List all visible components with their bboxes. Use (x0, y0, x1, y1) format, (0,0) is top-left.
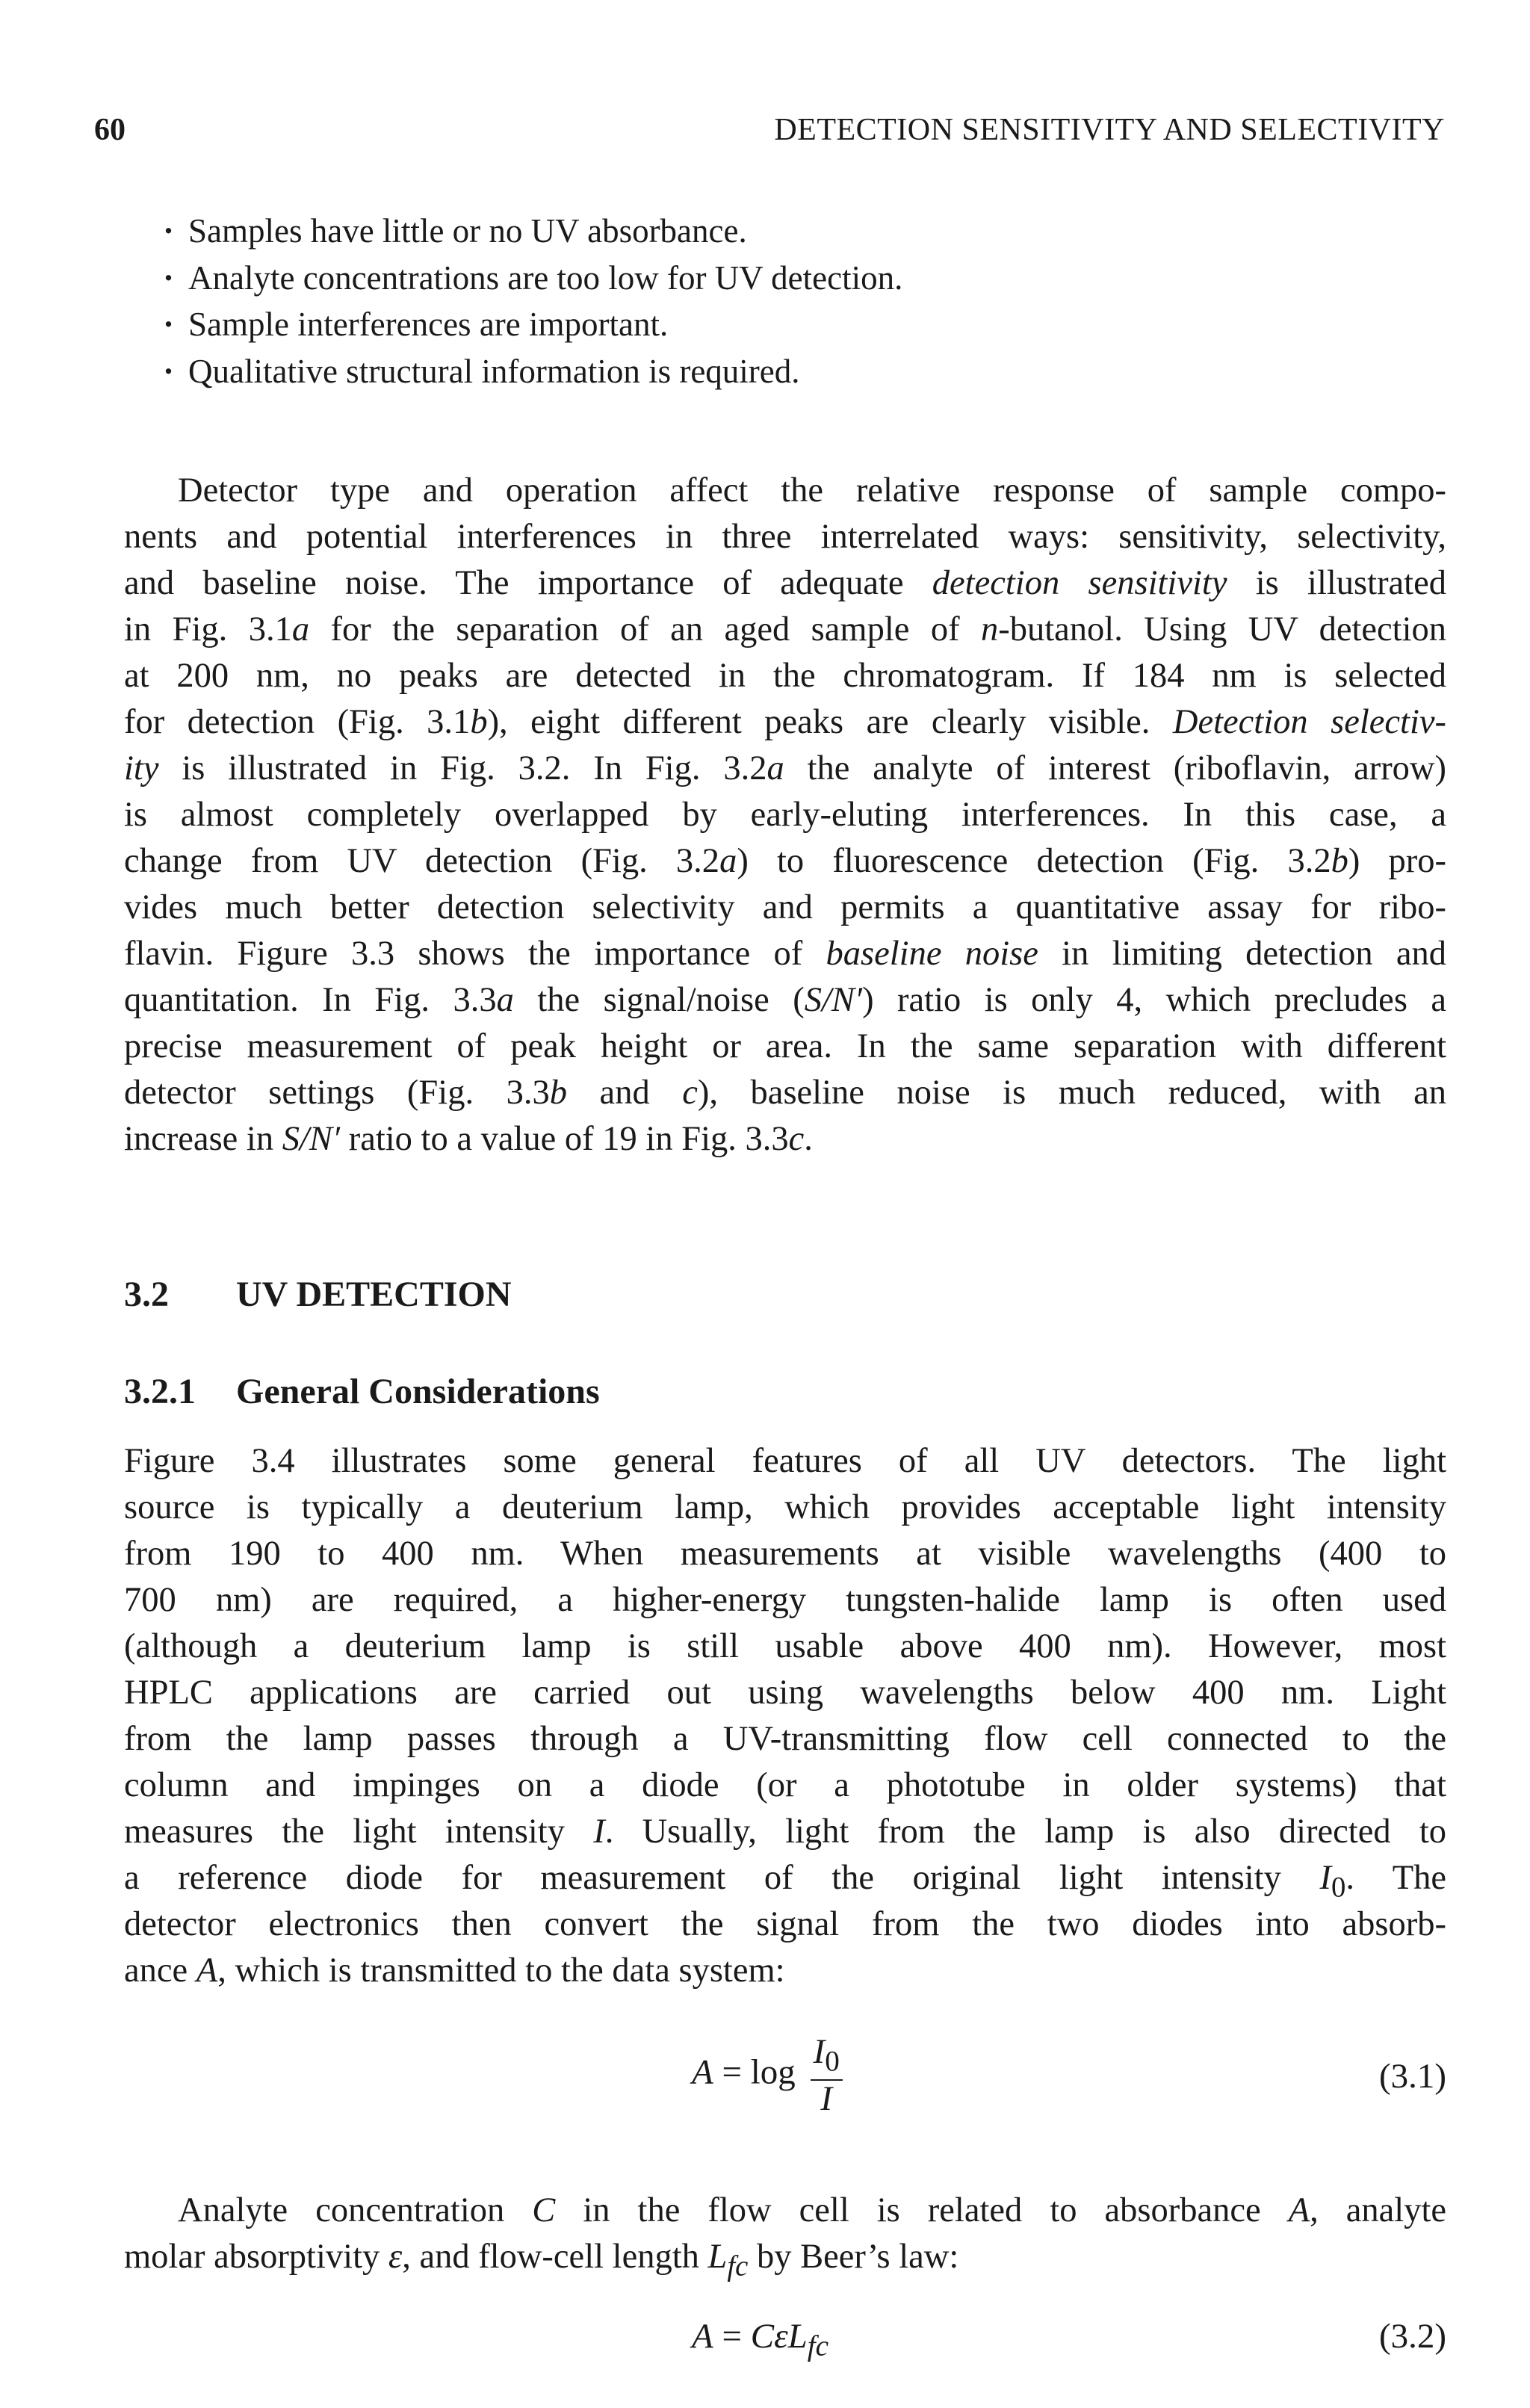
subsection-title: General Considerations (236, 1372, 600, 1411)
subsection-heading (124, 1371, 600, 1412)
text-line: molar absorptivity ε, and flow-cell length $L_{fc}$ by Beer’s law: (124, 2238, 959, 2282)
text-line: Analyte concentration C in the flow cell is related to absorbance A, analyte (178, 2191, 1446, 2229)
text-line: vides much better detection selectivity and permits a quantitative assay for ribo- (124, 888, 1446, 926)
text-line: column and impinges on a diode (or a phototube in older systems) that (124, 1766, 1446, 1804)
text-line: detector settings (Fig. 3.3b and c), baseline noise is much reduced, with an (124, 1074, 1446, 1112)
text-line: Detector type and operation affect the relative response of sample compo- (178, 471, 1446, 510)
fraction: $\frac{I_0}{I}$ (811, 2034, 843, 2117)
bullet-list (163, 208, 1433, 394)
paragraph-detector-sensitivity (124, 468, 1446, 1163)
text-line: Figure 3.4 illustrates some general features of all UV detectors. The light (124, 1442, 1446, 1480)
text-line: is almost completely overlapped by early-eluting interferences. In this case, a (124, 796, 1446, 834)
text-line: from 190 to 400 nm. When measurements at visible wavelengths (400 to (124, 1535, 1446, 1573)
text-line: HPLC applications are carried out using wavelengths below 400 nm. Light (124, 1674, 1446, 1712)
text-line: in Fig. 3.1a for the separation of an aged sample of n-butanol. Using UV detection (124, 610, 1446, 649)
bullet-marker: · (163, 352, 175, 390)
section-heading (124, 1274, 512, 1315)
page-number: 60 (94, 113, 126, 147)
text-line: a reference diode for measurement of the original light intensity $I_0$. The (124, 1859, 1446, 1901)
list-item: · Sample interferences are important. (163, 301, 1433, 348)
text-line: from the lamp passes through a UV-transmitting flow cell connected to the (124, 1720, 1446, 1758)
equation-number: (3.1) (1378, 2057, 1446, 2096)
text-line: precise measurement of peak height or area. In the same separation with different (124, 1027, 1446, 1065)
section-title: UV DETECTION (236, 1275, 512, 1314)
text-line: increase in S/N′ ratio to a value of 19 in Fig. 3.3c. (124, 1120, 813, 1158)
text-line: at 200 nm, no peaks are detected in the chromatogram. If 184 nm is selected (124, 657, 1446, 695)
paragraph-beers-law-intro (124, 2188, 1446, 2280)
text-line: source is typically a deuterium lamp, which provides acceptable light intensity (124, 1488, 1446, 1526)
text-line: ance A, which is transmitted to the data system: (124, 1952, 785, 1990)
list-item: · Samples have little or no UV absorbance. (163, 208, 1433, 255)
bullet-marker: · (163, 306, 175, 343)
text-line: change from UV detection (Fig. 3.2a) to fluorescence detection (Fig. 3.2b) pro- (124, 842, 1446, 880)
text-line: flavin. Figure 3.3 shows the importance of baseline noise in limiting detection and (124, 935, 1446, 973)
equation-number: (3.2) (1378, 2317, 1446, 2356)
text-line: detector electronics then convert the signal from the two diodes into absorb- (124, 1905, 1446, 1943)
bullet-marker: · (163, 212, 175, 250)
text-line: 700 nm) are required, a higher-energy tungsten-halide lamp is often used (124, 1581, 1446, 1619)
page-header (94, 112, 1445, 157)
text-line: and baseline noise. The importance of adequate detection sensitivity is illustrated (124, 564, 1446, 602)
equation-expression: A = CεL$_{fc}$ (692, 2317, 829, 2362)
paragraph-general-considerations (124, 1438, 1446, 1994)
text-line: (although a deuterium lamp is still usable above 400 nm). However, most (124, 1627, 1446, 1665)
text-line: nents and potential interferences in three interrelated ways: sensitivity, selectivity, (124, 518, 1446, 556)
list-item: · Analyte concentrations are too low for UV detection. (163, 255, 1433, 302)
equation-expression: A = log $\frac{I_0}{I}$ (692, 2034, 843, 2117)
bullet-marker: · (163, 259, 175, 297)
list-item: · Qualitative structural information is required. (163, 348, 1433, 395)
equation-3-1 (124, 2034, 1446, 2123)
equation-3-2 (124, 2316, 1446, 2406)
subsection-number: 3.2.1 (124, 1372, 196, 1411)
text-line: measures the light intensity I. Usually, light from the lamp is also directed to (124, 1813, 1446, 1851)
text-line: for detection (Fig. 3.1b), eight different peaks are clearly visible. Detection selectiv- (124, 703, 1446, 741)
text-line: quantitation. In Fig. 3.3a the signal/noise (S/N′) ratio is only 4, which precludes a (124, 981, 1446, 1019)
text-line: ity is illustrated in Fig. 3.2. In Fig. 3.2a the analyte of interest (riboflavin, arrow) (124, 749, 1446, 787)
running-title: DETECTION SENSITIVITY AND SELECTIVITY (774, 113, 1445, 147)
section-number: 3.2 (124, 1275, 169, 1314)
